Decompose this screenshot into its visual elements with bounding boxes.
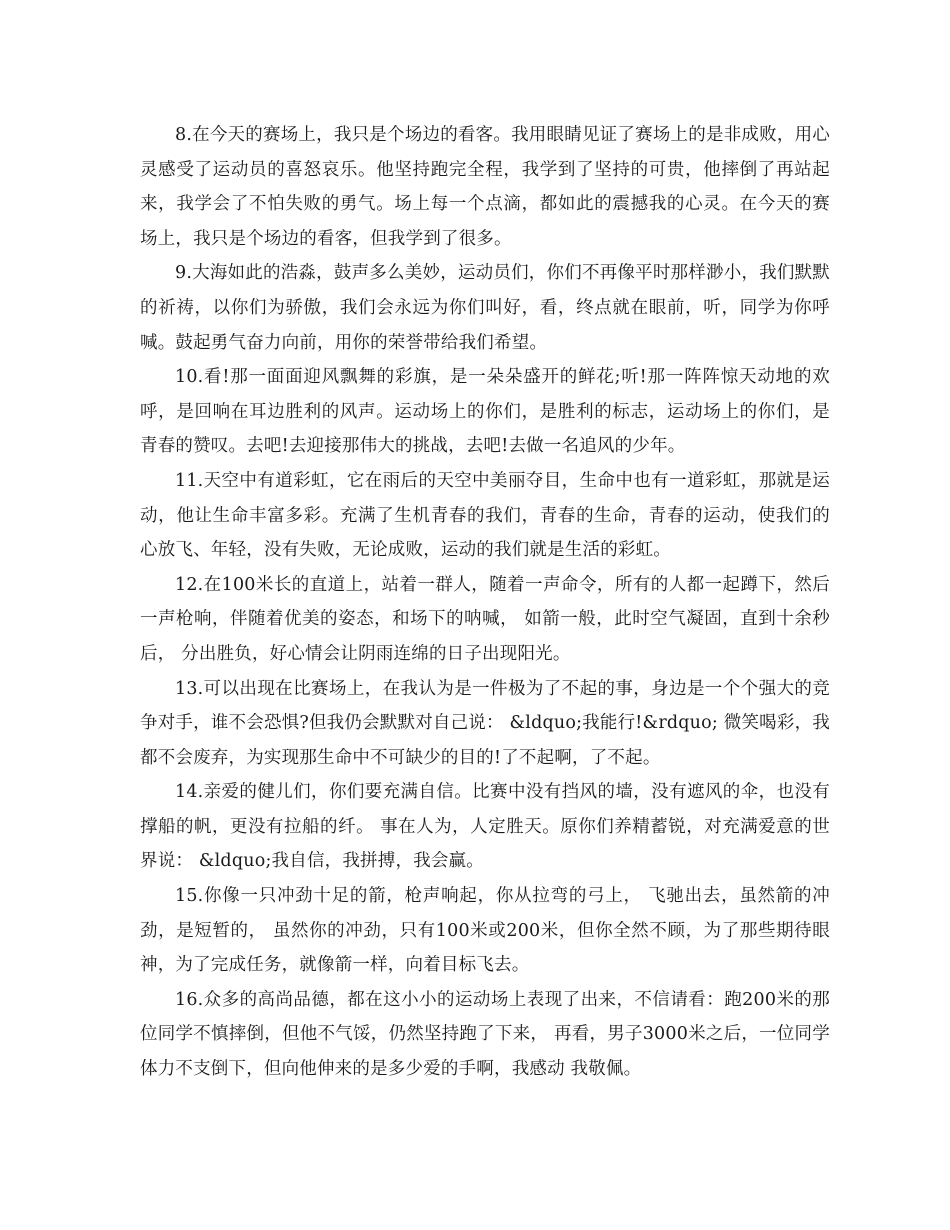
paragraph-13: 13.可以出现在比赛场上，在我认为是一件极为了不起的事，身边是一个个强大的竞争对手，谁不会恐惧?但我仍会默默对自己说： &ldquo;我能行!&rdquo; 微笑喝彩，我都不会废弃，为实现那生命中不可缺少的目的!了不起啊，了不起。 [140, 678, 830, 768]
paragraph-11: 11.天空中有道彩虹，它在雨后的天空中美丽夺目，生命中也有一道彩虹，那就是运动，他让生命丰富多彩。充满了生机青春的我们，青春的生命，青春的运动，使我们的心放飞、年轻，没有失败，无论成败，运动的我们就是生活的彩虹。 [140, 470, 830, 561]
paragraph-8: 8.在今天的赛场上，我只是个场边的看客。我用眼睛见证了赛场上的是非成败，用心灵感受了运动员的喜怒哀乐。他坚持跑完全程，我学到了坚持的可贵，他摔倒了再站起来，我学会了不怕失败的勇气。场上每一个点滴，都如此的震撼我的心灵。在今天的赛场上，我只是个场边的看客，但我学到了很多。 [140, 125, 830, 249]
paragraph-12: 12.在100米长的直道上，站着一群人，随着一声命令，所有的人都一起蹲下，然后一声枪响，伴随着优美的姿态，和场下的呐喊， 如箭一般，此时空气凝固，直到十余秒后， 分出胜负，好心情会让阴雨连绵的日子出现阳光。 [140, 574, 830, 664]
paragraph-9: 9.大海如此的浩淼，鼓声多么美妙，运动员们，你们不再像平时那样渺小，我们默默的祈祷，以你们为骄傲，我们会永远为你们叫好，看，终点就在眼前，听，同学为你呼喊。鼓起勇气奋力向前，用你的荣誉带给我们希望。 [140, 263, 830, 353]
paragraph-16: 16.众多的高尚品德，都在这小小的运动场上表现了出来，不信请看：跑200米的那位同学不慎摔倒，但他不气馁，仍然坚持跑了下来， 再看，男子3000米之后，一位同学体力不支倒下，但向他伸来的是多少爱的手啊，我感动 我敬佩。 [140, 989, 830, 1080]
document-page [140, 118, 830, 1087]
paragraph-14: 14.亲爱的健儿们，你们要充满自信。比赛中没有挡风的墙，没有遮风的伞，也没有撑船的帆，更没有拉船的纤。 事在人为，人定胜天。原你们养精蓄锐，对充满爱意的世界说： &ldquo;我自信，我拼搏，我会赢。 [140, 782, 830, 872]
paragraph-15: 15.你像一只冲劲十足的箭，枪声响起，你从拉弯的弓上， 飞驰出去，虽然箭的冲劲，是短暂的， 虽然你的冲劲，只有100米或200米，但你全然不顾，为了那些期待眼神，为了完成任务，就像箭一样，向着目标飞去。 [140, 886, 830, 976]
paragraph-10: 10.看!那一面面迎风飘舞的彩旗，是一朵朵盛开的鲜花;听!那一阵阵惊天动地的欢呼，是回响在耳边胜利的风声。运动场上的你们，是胜利的标志，运动场上的你们，是青春的赞叹。去吧!去迎接那伟大的挑战，去吧!去做一名追风的少年。 [140, 367, 830, 457]
